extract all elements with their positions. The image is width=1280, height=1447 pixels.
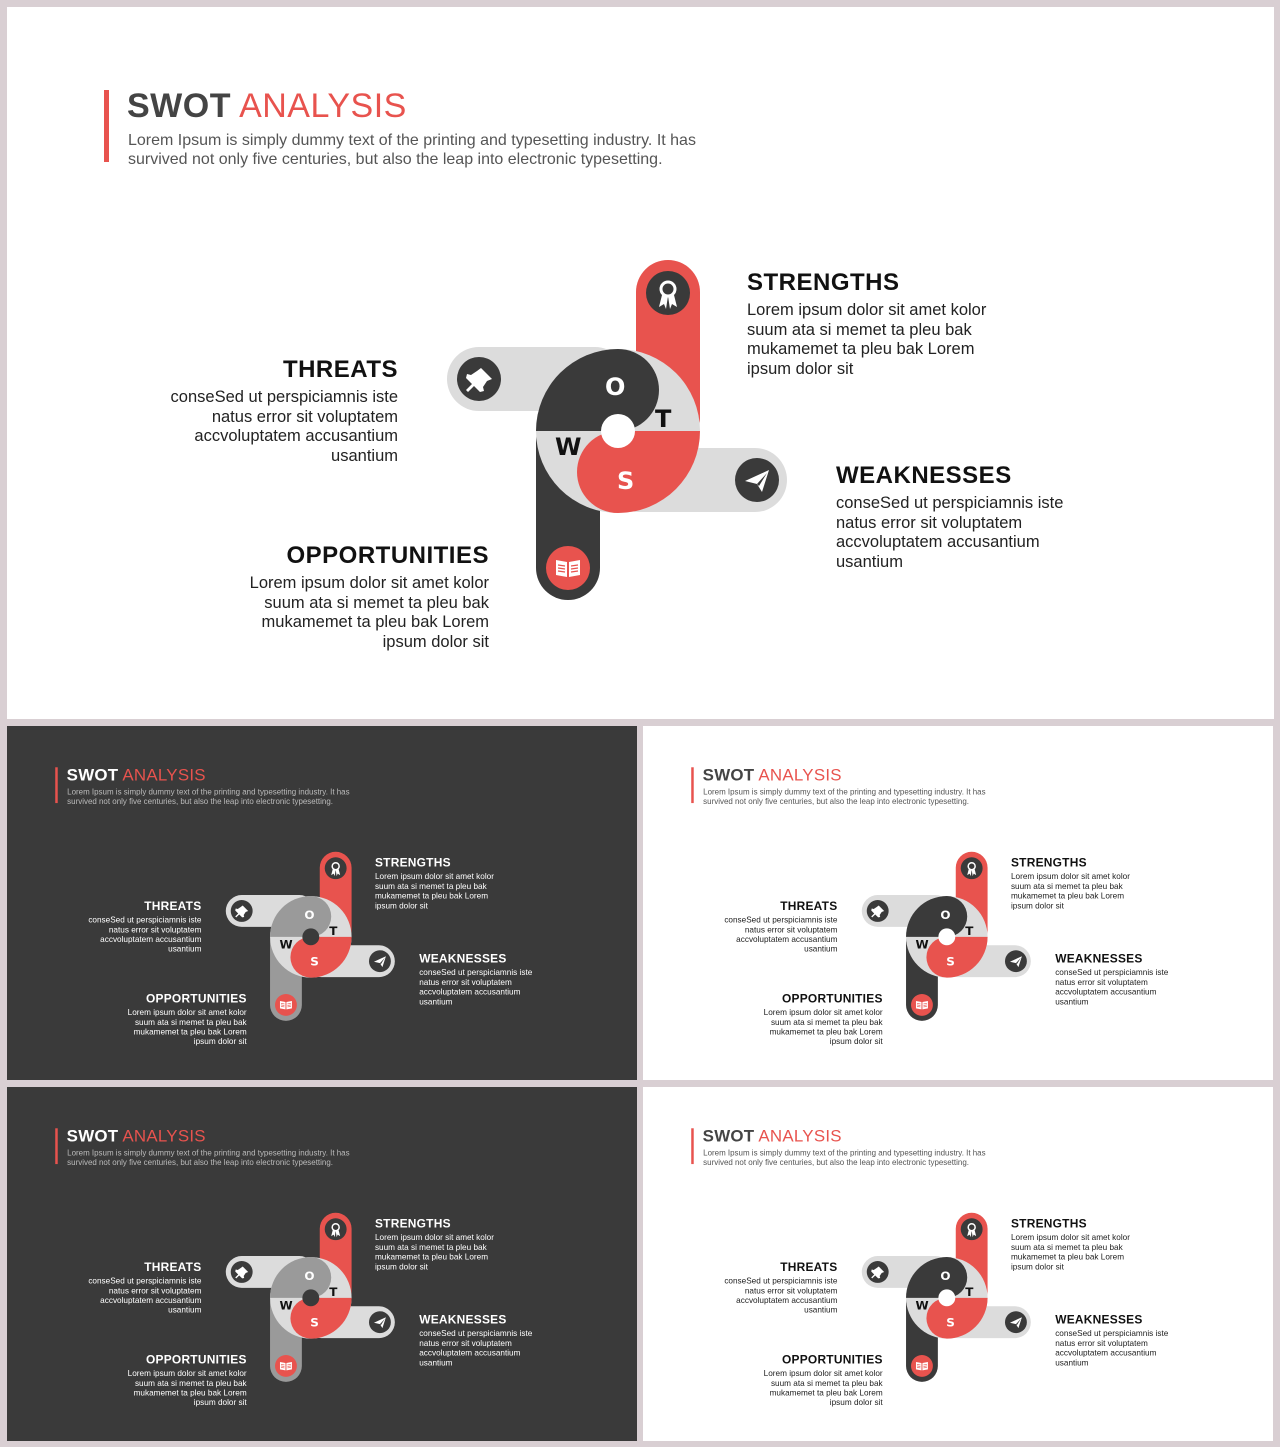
book-icon [275, 994, 297, 1016]
letter-o: O [940, 1268, 951, 1283]
slide-light-2 [643, 1087, 1273, 1441]
letter-t: T [329, 1284, 338, 1299]
slide-subtitle: Lorem Ipsum is simply dummy text of the printing and typesetting industry. It has survived not only five centuries, but also the leap into electronic typesetting. [67, 788, 350, 807]
opportunities-text: Lorem ipsum dolor sit amet kolor suum ata si memet ta pleu bak mukamemet ta pleu bak Lorem ipsum dolor sit [763, 1368, 883, 1407]
opportunities-text: Lorem ipsum dolor sit amet kolor suum ata si memet ta pleu bak mukamemet ta pleu bak Lorem ipsum dolor sit [127, 1368, 247, 1407]
swirl-center-hole [302, 928, 319, 945]
weaknesses-heading: WEAKNESSES [419, 952, 507, 966]
strengths-text: Lorem ipsum dolor sit amet kolor suum ata si memet ta pleu bak mukamemet ta pleu bak Lorem ipsum dolor sit [374, 1233, 494, 1272]
slide-light-1 [643, 726, 1273, 1080]
letter-t: T [965, 923, 974, 938]
threats-heading: THREATS [144, 1260, 202, 1274]
slide-title: SWOT ANALYSIS [66, 765, 206, 785]
book-icon [546, 546, 590, 590]
opportunities-text: Lorem ipsum dolor sit amet kolor suum ata si memet ta pleu bak mukamemet ta pleu bak Lorem ipsum dolor sit [127, 1007, 247, 1046]
paper-plane-icon [369, 950, 391, 972]
strengths-text: Lorem ipsum dolor sit amet kolor suum ata si memet ta pleu bak mukamemet ta pleu bak Lorem ipsum dolor sit [1010, 872, 1130, 911]
weaknesses-heading: WEAKNESSES [1055, 1313, 1143, 1327]
weaknesses-text: conseSed ut perspiciamnis iste natus error sit voluptatem accvoluptatem accusantium usantium [419, 968, 533, 1007]
letter-w: W [915, 1298, 929, 1313]
weaknesses-text: conseSed ut perspiciamnis iste natus error sit voluptatem accvoluptatem accusantium usantium [1055, 1329, 1169, 1368]
letter-t: T [655, 405, 672, 433]
pushpin-icon [457, 357, 501, 401]
threats-heading: THREATS [282, 356, 398, 383]
slide-subtitle: Lorem Ipsum is simply dummy text of the printing and typesetting industry. It has survived not only five centuries, but also the leap into electronic typesetting. [128, 132, 696, 168]
strengths-heading: STRENGTHS [1010, 856, 1087, 870]
letter-w: W [279, 937, 293, 952]
weaknesses-heading: WEAKNESSES [836, 462, 1012, 489]
threats-text: conseSed ut perspiciamnis iste natus error sit voluptatem accvoluptatem accusantium usantium [170, 388, 398, 465]
opportunities-text: Lorem ipsum dolor sit amet kolor suum ata si memet ta pleu bak mukamemet ta pleu bak Lorem ipsum dolor sit [763, 1007, 883, 1046]
opportunities-heading: OPPORTUNITIES [145, 1353, 247, 1367]
letter-s: S [946, 1315, 955, 1330]
slide-dark-2 [7, 1087, 637, 1441]
swirl-center-hole [938, 1289, 955, 1306]
letter-s: S [617, 467, 635, 495]
pushpin-icon [231, 1261, 253, 1283]
pushpin-icon [867, 1261, 889, 1283]
paper-plane-icon [735, 458, 779, 502]
slide-title: SWOT ANALYSIS [702, 1126, 842, 1146]
threats-heading: THREATS [144, 899, 202, 913]
award-icon [325, 1218, 347, 1240]
threats-text: conseSed ut perspiciamnis iste natus error sit voluptatem accvoluptatem accusantium usantium [88, 1276, 202, 1315]
opportunities-heading: OPPORTUNITIES [286, 542, 489, 569]
letter-o: O [940, 907, 951, 922]
slide-subtitle: Lorem Ipsum is simply dummy text of the printing and typesetting industry. It has survived not only five centuries, but also the leap into electronic typesetting. [67, 1149, 350, 1168]
weaknesses-heading: WEAKNESSES [1055, 952, 1143, 966]
slide-dark-1 [7, 726, 637, 1080]
award-icon [325, 857, 347, 879]
paper-plane-icon [1005, 950, 1027, 972]
book-icon [275, 1355, 297, 1377]
swirl-center-hole [938, 928, 955, 945]
opportunities-text: Lorem ipsum dolor sit amet kolor suum ata si memet ta pleu bak mukamemet ta pleu bak Lorem ipsum dolor sit [249, 574, 489, 651]
award-icon [646, 271, 690, 315]
opportunities-heading: OPPORTUNITIES [781, 992, 883, 1006]
paper-plane-icon [1005, 1311, 1027, 1333]
letter-o: O [304, 1268, 315, 1283]
threats-text: conseSed ut perspiciamnis iste natus error sit voluptatem accvoluptatem accusantium usantium [724, 915, 838, 954]
letter-t: T [329, 923, 338, 938]
letter-s: S [310, 1315, 319, 1330]
swirl-center-hole [601, 414, 635, 448]
strengths-heading: STRENGTHS [747, 269, 900, 296]
letter-w: W [555, 433, 582, 461]
slide-title: SWOT ANALYSIS [66, 1126, 206, 1146]
pushpin-icon [867, 900, 889, 922]
letter-t: T [965, 1284, 974, 1299]
slide-title: SWOT ANALYSIS [127, 87, 407, 125]
letter-o: O [605, 373, 626, 401]
opportunities-heading: OPPORTUNITIES [145, 992, 247, 1006]
paper-plane-icon [369, 1311, 391, 1333]
award-icon [961, 857, 983, 879]
strengths-heading: STRENGTHS [1010, 1217, 1087, 1231]
weaknesses-text: conseSed ut perspiciamnis iste natus error sit voluptatem accvoluptatem accusantium usantium [836, 494, 1064, 571]
threats-text: conseSed ut perspiciamnis iste natus error sit voluptatem accvoluptatem accusantium usantium [88, 915, 202, 954]
weaknesses-heading: WEAKNESSES [419, 1313, 507, 1327]
threats-text: conseSed ut perspiciamnis iste natus error sit voluptatem accvoluptatem accusantium usantium [724, 1276, 838, 1315]
slide-title: SWOT ANALYSIS [702, 765, 842, 785]
award-icon [961, 1218, 983, 1240]
book-icon [911, 994, 933, 1016]
pushpin-icon [231, 900, 253, 922]
letter-s: S [946, 954, 955, 969]
strengths-text: Lorem ipsum dolor sit amet kolor suum ata si memet ta pleu bak mukamemet ta pleu bak Lorem ipsum dolor sit [374, 872, 494, 911]
letter-o: O [304, 907, 315, 922]
threats-heading: THREATS [780, 899, 838, 913]
strengths-heading: STRENGTHS [374, 1217, 451, 1231]
slide-subtitle: Lorem Ipsum is simply dummy text of the printing and typesetting industry. It has survived not only five centuries, but also the leap into electronic typesetting. [703, 1149, 986, 1168]
weaknesses-text: conseSed ut perspiciamnis iste natus error sit voluptatem accvoluptatem accusantium usantium [419, 1329, 533, 1368]
letter-w: W [915, 937, 929, 952]
book-icon [911, 1355, 933, 1377]
threats-heading: THREATS [780, 1260, 838, 1274]
opportunities-heading: OPPORTUNITIES [781, 1353, 883, 1367]
weaknesses-text: conseSed ut perspiciamnis iste natus error sit voluptatem accvoluptatem accusantium usantium [1055, 968, 1169, 1007]
strengths-text: Lorem ipsum dolor sit amet kolor suum ata si memet ta pleu bak mukamemet ta pleu bak Lorem ipsum dolor sit [747, 301, 987, 378]
letter-w: W [279, 1298, 293, 1313]
strengths-text: Lorem ipsum dolor sit amet kolor suum ata si memet ta pleu bak mukamemet ta pleu bak Lorem ipsum dolor sit [1010, 1233, 1130, 1272]
letter-s: S [310, 954, 319, 969]
slide-main [7, 7, 1274, 719]
slide-subtitle: Lorem Ipsum is simply dummy text of the printing and typesetting industry. It has survived not only five centuries, but also the leap into electronic typesetting. [703, 788, 986, 807]
strengths-heading: STRENGTHS [374, 856, 451, 870]
swirl-center-hole [302, 1289, 319, 1306]
